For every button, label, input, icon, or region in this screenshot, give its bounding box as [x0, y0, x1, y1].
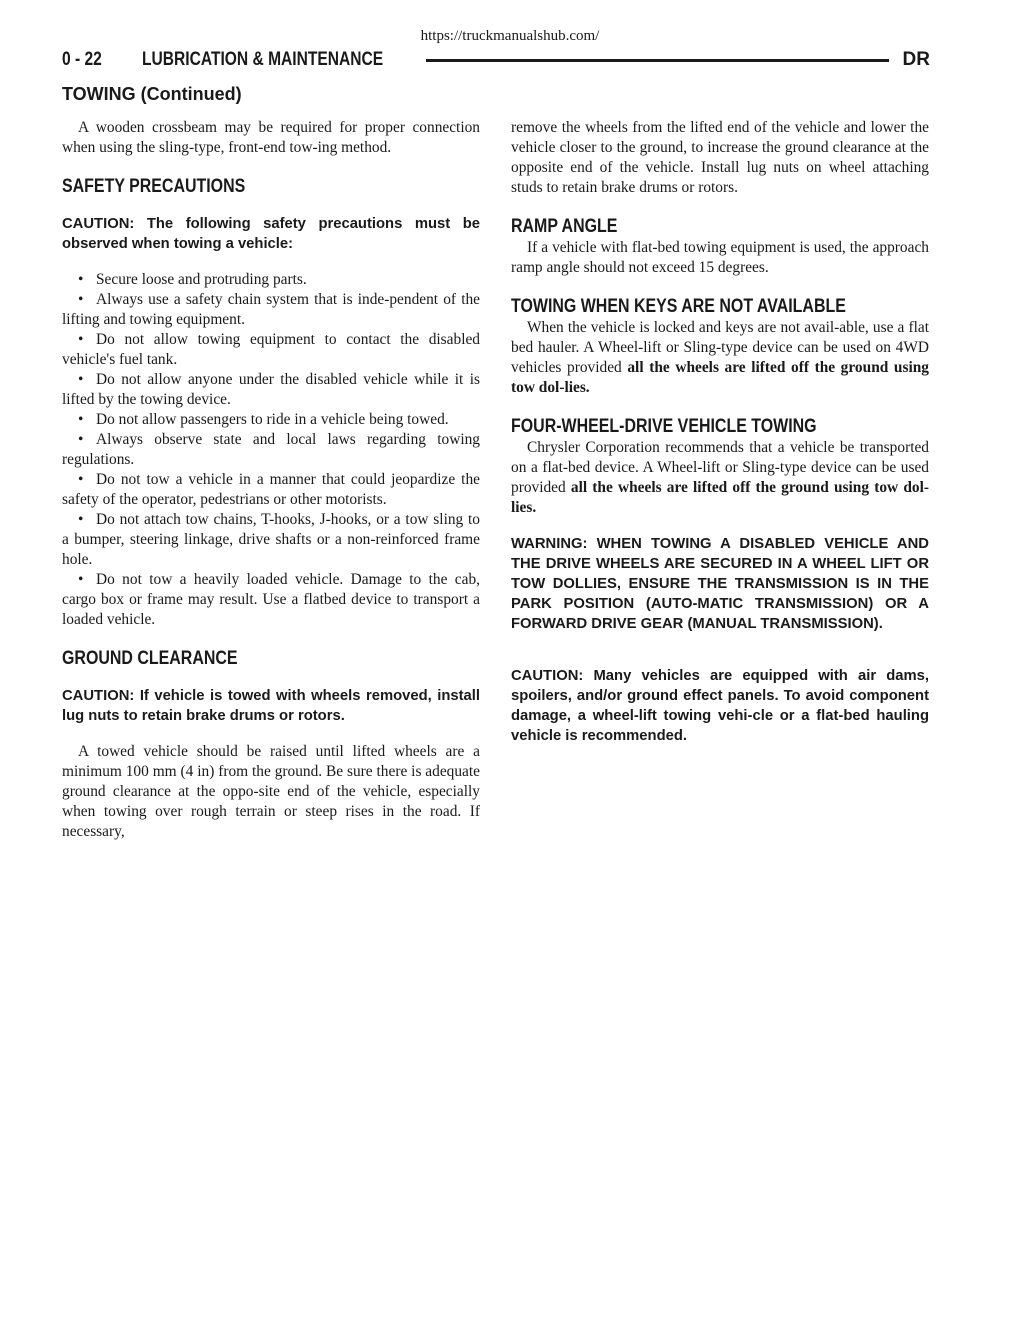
section-title: LUBRICATION & MAINTENANCE	[142, 49, 384, 70]
bullet-icon: •	[78, 291, 84, 308]
four-wheel-drive-heading: FOUR-WHEEL-DRIVE VEHICLE TOWING	[511, 416, 817, 437]
bullet-icon: •	[78, 431, 84, 448]
ground-paragraph-continued: remove the wheels from the lifted end of the vehicle and lower the vehicle closer to the ground, to increase the ground clearance at the opposite end of the vehicle. Install lug nuts on wheel attaching studs to retain brake drums or rotors.	[511, 119, 929, 196]
bullet-icon: •	[78, 511, 84, 528]
left-column	[62, 118, 480, 842]
ground-caution: CAUTION: If vehicle is towed with wheels removed, install lug nuts to retain brake drums or rotors.	[62, 688, 480, 724]
keys-heading: TOWING WHEN KEYS ARE NOT AVAILABLE	[511, 296, 846, 317]
bullet-icon: •	[78, 411, 84, 428]
site-url[interactable]: https://truckmanualshub.com/	[420, 28, 600, 44]
keys-paragraph: When the vehicle is locked and keys are not avail-able, use a flat bed hauler. A Wheel-lift or Sling-type device can be used on 4WD vehicles provided all the wheels are lifted off the ground using tow dol-lies.	[511, 319, 929, 396]
ramp-angle-paragraph: If a vehicle with flat-bed towing equipment is used, the approach ramp angle should not exceed 15 degrees.	[511, 239, 929, 276]
bullet-icon: •	[78, 371, 84, 388]
right-column	[511, 118, 929, 746]
four-wheel-drive-emphasis: all the wheels are lifted off the ground using tow dol-lies.	[511, 479, 929, 516]
bullet-icon: •	[78, 271, 84, 288]
page-number: 0 - 22	[62, 49, 102, 70]
list-item: • Do not attach tow chains, T-hooks, J-hooks, or a tow sling to a bumper, steering linkage, drive shafts or a non-reinforced frame hole.	[62, 511, 480, 568]
intro-paragraph: A wooden crossbeam may be required for proper connection when using the sling-type, front-end tow-ing method.	[62, 119, 480, 156]
bullet-icon: •	[78, 331, 84, 348]
component-caution: CAUTION: Many vehicles are equipped with air dams, spoilers, and/or ground effect panels. To avoid component damage, a wheel-lift towing vehi-cle or a flat-bed hauling vehicle is recommended.	[511, 668, 929, 744]
ground-clearance-heading: GROUND CLEARANCE	[62, 648, 238, 669]
list-item: • Do not allow anyone under the disabled vehicle while it is lifted by the towing device.	[62, 371, 480, 408]
model-code: DR	[902, 49, 930, 70]
list-item: • Do not allow passengers to ride in a vehicle being towed.	[78, 411, 449, 428]
four-wheel-drive-paragraph: Chrysler Corporation recommends that a vehicle be transported on a flat-bed device. A Wheel-lift or Sling-type device can be used provided all the wheels are lifted off the ground using tow dol-lies.	[511, 439, 929, 516]
page-header	[62, 48, 930, 72]
continued-title: TOWING (Continued)	[62, 84, 242, 104]
list-item: • Secure loose and protruding parts.	[78, 271, 307, 288]
safety-caution: CAUTION: The following safety precautions must be observed when towing a vehicle:	[62, 216, 480, 252]
list-item: • Do not allow towing equipment to contact the disabled vehicle's fuel tank.	[62, 331, 480, 368]
keys-emphasis: all the wheels are lifted off the ground using tow dol-lies.	[511, 359, 929, 396]
warning-text: WARNING: WHEN TOWING A DISABLED VEHICLE AND THE DRIVE WHEELS ARE SECURED IN A WHEEL LIFT OR TOW DOLLIES, ENSURE THE TRANSMISSION IS IN THE PARK POSITION (AUTO-MATIC TRANSMISSION) OR A FORWARD DRIVE GEAR (MANUAL TRANSMISSION).	[511, 536, 929, 632]
ramp-angle-heading: RAMP ANGLE	[511, 216, 618, 237]
ground-paragraph: A towed vehicle should be raised until lifted wheels are a minimum 100 mm (4 in) from the ground. Be sure there is adequate ground clearance at the oppo-site end of the vehicle, especially when towing over rough terrain or steep rises in the road. If necessary,	[62, 743, 480, 840]
list-item: • Do not tow a heavily loaded vehicle. Damage to the cab, cargo box or frame may result. Use a flatbed device to transport a loaded vehicle.	[62, 571, 480, 628]
header-rule	[426, 59, 889, 62]
list-item: • Do not tow a vehicle in a manner that could jeopardize the safety of the operator, pedestrians or other motorists.	[62, 471, 480, 508]
bullet-icon: •	[78, 571, 84, 588]
list-item: • Always observe state and local laws regarding towing regulations.	[62, 431, 480, 468]
safety-heading: SAFETY PRECAUTIONS	[62, 176, 246, 197]
list-item: • Always use a safety chain system that is inde-pendent of the lifting and towing equipment.	[62, 291, 480, 328]
bullet-icon: •	[78, 471, 84, 488]
